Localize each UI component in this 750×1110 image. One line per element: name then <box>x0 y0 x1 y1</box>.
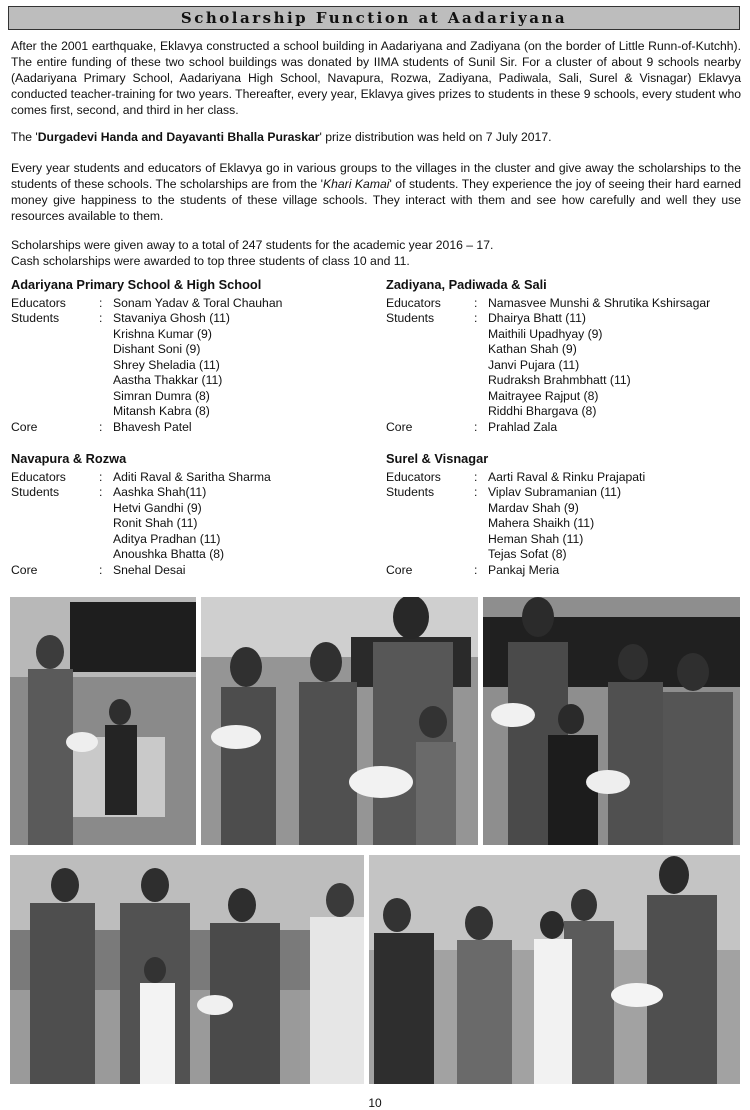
group-heading: Navapura & Rozwa <box>11 451 127 466</box>
students-row-value: Aashka Shah(11) <box>113 485 207 499</box>
student-name: Mahera Shaikh (11) <box>488 516 595 530</box>
student-name: Mitansh Kabra (8) <box>113 404 210 418</box>
student-name: Maitrayee Rajput (8) <box>488 388 599 403</box>
colon-separator: : <box>99 311 103 325</box>
page-title: Scholarship Function at Aadariyana <box>180 9 568 27</box>
prize-name: Durgadevi Handa and Dayavanti Bhalla Puraskar <box>37 130 320 144</box>
page-number: 10 <box>368 1096 382 1110</box>
student-name: Aditya Pradhan (11) <box>113 531 221 546</box>
group-heading: Surel & Visnagar <box>386 451 489 466</box>
student-name: Tejas Sofat (8) <box>488 547 567 561</box>
title-bar <box>8 6 740 30</box>
core-row-value: Bhavesh Patel <box>113 419 192 434</box>
students-row-label: Students <box>11 311 60 325</box>
student-name: Maithili Upadhyay (9) <box>488 326 603 341</box>
colon-separator: : <box>99 469 103 484</box>
group-heading: Zadiyana, Padiwada & Sali <box>386 277 547 292</box>
every-year-paragraph <box>11 160 741 224</box>
khari-kamai-term: Khari Kamai <box>322 177 390 191</box>
educators-row <box>386 470 736 486</box>
core-row-value: Prahlad Zala <box>488 419 558 434</box>
core-row <box>386 563 736 579</box>
photo-prize-distribution-3 <box>483 597 740 845</box>
prize-text-after: ' prize distribution was held on 7 July 2017. <box>319 130 552 144</box>
colon-separator: : <box>99 419 103 434</box>
educators-row <box>386 296 736 312</box>
core-row-label: Core <box>11 419 38 434</box>
photo-2-image <box>201 597 478 845</box>
students-row <box>11 485 361 501</box>
colon-separator: : <box>474 295 478 310</box>
student-name: Dishant Soni (9) <box>113 342 201 356</box>
core-row-value: Snehal Desai <box>113 562 186 577</box>
every-year-text-before: Every year students and educators of Eklavya go in various groups to the villages in the cluster and give away the scholarships to the students of these schools. The scholarships are from the ' <box>11 161 741 191</box>
educators-row-value: Sonam Yadav & Toral Chauhan <box>113 295 283 310</box>
student-name: Shrey Sheladia (11) <box>113 357 220 372</box>
educators-row-label: Educators <box>386 295 441 310</box>
student-name: Anoushka Bhatta (8) <box>113 547 225 561</box>
core-row <box>386 420 736 436</box>
student-list <box>113 327 361 420</box>
colon-separator: : <box>474 419 478 434</box>
student-name: Mardav Shah (9) <box>488 500 579 515</box>
student-name: Aastha Thakkar (11) <box>113 373 223 387</box>
educators-row-label: Educators <box>386 469 441 484</box>
photo-prize-distribution-5 <box>369 855 740 1084</box>
students-row-value: Dhairya Bhatt (11) <box>488 311 586 325</box>
educators-row <box>11 296 361 312</box>
prize-paragraph <box>11 129 741 145</box>
student-name: Janvi Pujara (11) <box>488 357 580 372</box>
prize-text-before: The ' <box>11 130 38 144</box>
educators-row-value: Aditi Raval & Saritha Sharma <box>113 469 271 484</box>
student-name: Kathan Shah (9) <box>488 342 577 356</box>
student-list <box>113 501 361 563</box>
colon-separator: : <box>474 485 478 499</box>
intro-paragraph: After the 2001 earthquake, Eklavya constructed a school building in Aadariyana and Zadiyana (on the border of Little Runn-of-Kutchh). The entire funding of these two school buildings was donated by IIMA students of Sunil Sir. For a cluster of about 9 schools nearby (Aadariyana Primary School, Aadariyana High School, Navapura, Rozwa, Zadiyana, Padiwala, Sali, Surel & Visnagar) Eklavya conducted teacher-training for two years. Thereafter, every year, Eklavya gives prizes to students in these 9 schools, every student who comes first, second, and third in her class. <box>11 39 741 117</box>
core-row-label: Core <box>386 419 413 434</box>
students-row-label: Students <box>11 485 60 499</box>
student-list <box>488 501 736 563</box>
student-list <box>488 327 736 420</box>
student-name: Heman Shah (11) <box>488 531 584 546</box>
students-row <box>386 485 736 501</box>
educators-row-label: Educators <box>11 469 66 484</box>
core-row <box>11 420 361 436</box>
colon-separator: : <box>474 469 478 484</box>
educators-row-value: Namasvee Munshi & Shrutika Kshirsagar <box>488 295 711 310</box>
educators-row-label: Educators <box>11 295 66 310</box>
students-row-label: Students <box>386 311 435 325</box>
student-name: Krishna Kumar (9) <box>113 326 212 341</box>
photo-prize-distribution-4 <box>10 855 364 1084</box>
photo-prize-distribution-2 <box>201 597 478 845</box>
student-name: Riddhi Bhargava (8) <box>488 404 597 418</box>
students-row <box>11 311 361 327</box>
group-heading: Adariyana Primary School & High School <box>11 277 262 292</box>
students-row <box>386 311 736 327</box>
group-navapura <box>11 451 361 578</box>
photo-4-image <box>10 855 364 1084</box>
photo-5-image <box>369 855 740 1084</box>
students-row-value: Stavaniya Ghosh (11) <box>113 311 230 325</box>
photo-collage <box>10 597 740 1085</box>
photo-1-image <box>10 597 196 845</box>
group-zadiyana <box>386 277 736 435</box>
core-row <box>11 563 361 579</box>
student-name: Rudraksh Brahmbhatt (11) <box>488 373 631 387</box>
student-name: Simran Dumra (8) <box>113 388 210 403</box>
photo-3-image <box>483 597 740 845</box>
colon-separator: : <box>474 311 478 325</box>
students-row-label: Students <box>386 485 435 499</box>
school-groups <box>11 277 741 582</box>
every-year-text-after: ' of students. They experience the joy of seeing their hard earned money give happiness to the students of these village schools. They interact with them and see how carefully and well they use resources available to them. <box>11 177 742 223</box>
student-name: Hetvi Gandhi (9) <box>113 500 202 515</box>
student-name: Ronit Shah (11) <box>113 516 198 530</box>
totals-line-1: Scholarships were given away to a total of 247 students for the academic year 2016 – 17. <box>11 238 494 252</box>
colon-separator: : <box>99 562 103 577</box>
colon-separator: : <box>99 295 103 310</box>
colon-separator: : <box>474 562 478 577</box>
core-row-value: Pankaj Meria <box>488 562 560 577</box>
students-row-value: Viplav Subramanian (11) <box>488 485 622 499</box>
educators-row-value: Aarti Raval & Rinku Prajapati <box>488 469 646 484</box>
educators-row <box>11 470 361 486</box>
group-adariyana <box>11 277 361 435</box>
totals-line-2: Cash scholarships were awarded to top three students of class 10 and 11. <box>11 254 410 268</box>
totals-paragraph <box>11 237 741 269</box>
core-row-label: Core <box>11 562 38 577</box>
group-surel <box>386 451 736 578</box>
core-row-label: Core <box>386 562 413 577</box>
photo-prize-distribution-1 <box>10 597 196 845</box>
colon-separator: : <box>99 485 103 499</box>
